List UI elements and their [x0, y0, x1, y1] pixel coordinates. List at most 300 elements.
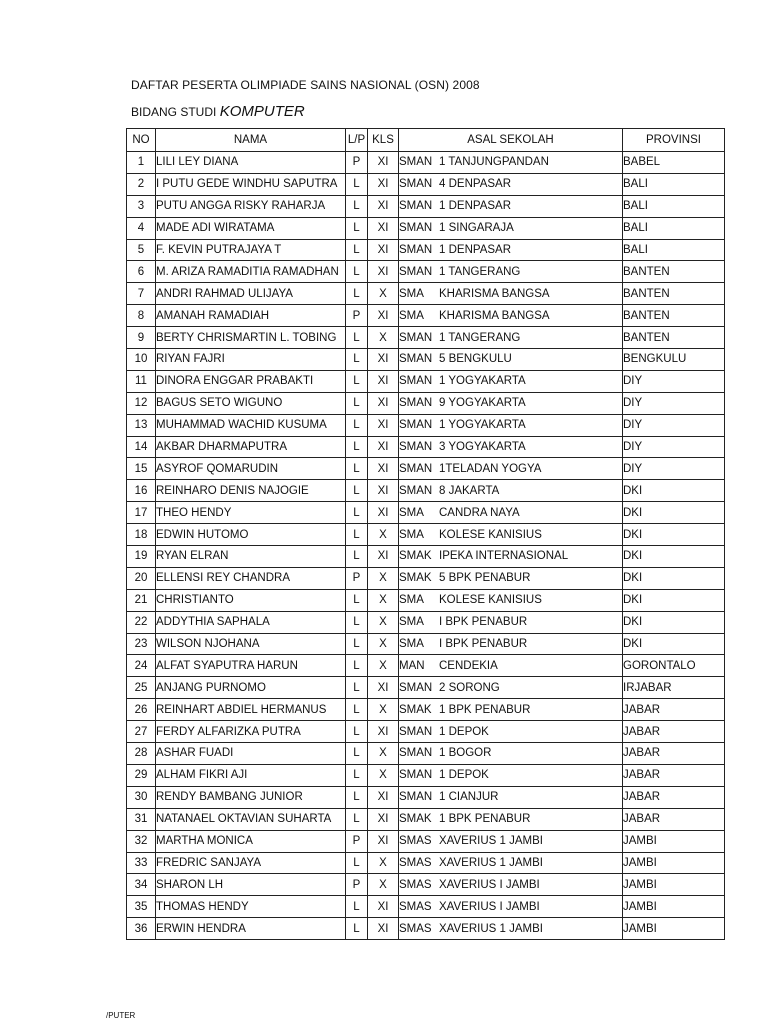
cell-no: 10: [127, 349, 156, 371]
school-type: SMAN: [399, 725, 433, 738]
cell-kls: X: [368, 327, 399, 349]
header-nama: NAMA: [156, 129, 346, 152]
cell-provinsi: DKI: [623, 611, 725, 633]
table-row: [127, 611, 725, 633]
cell-asal-sekolah: [399, 874, 623, 896]
cell-asal-sekolah: [399, 152, 623, 174]
cell-provinsi: DIY: [623, 436, 725, 458]
cell-nama: ELLENSI REY CHANDRA: [156, 567, 346, 589]
cell-kls: XI: [368, 721, 399, 743]
cell-provinsi: JABAR: [623, 699, 725, 721]
cell-asal-sekolah: [399, 283, 623, 305]
cell-no: 26: [127, 699, 156, 721]
cell-no: 34: [127, 874, 156, 896]
cell-asal-sekolah: [399, 830, 623, 852]
school-name: CENDEKIA: [439, 659, 498, 672]
school-name: 9 YOGYAKARTA: [439, 397, 526, 410]
cell-kls: X: [368, 874, 399, 896]
school-type: SMA: [399, 616, 424, 629]
cell-no: 29: [127, 764, 156, 786]
school-name: 1 TANJUNGPANDAN: [439, 156, 549, 169]
cell-kls: XI: [368, 261, 399, 283]
cell-no: 5: [127, 239, 156, 261]
cell-no: 25: [127, 677, 156, 699]
table-row: [127, 239, 725, 261]
table-row: [127, 589, 725, 611]
school-type: SMAN: [399, 441, 433, 454]
school-type: SMAK: [399, 550, 432, 563]
cell-nama: F. KEVIN PUTRAJAYA T: [156, 239, 346, 261]
cell-lp: L: [346, 436, 368, 458]
cell-asal-sekolah: [399, 567, 623, 589]
cell-no: 20: [127, 567, 156, 589]
table-row: [127, 217, 725, 239]
cell-no: 30: [127, 786, 156, 808]
cell-provinsi: BABEL: [623, 152, 725, 174]
school-type: SMAN: [399, 462, 433, 475]
school-name: XAVERIUS I JAMBI: [439, 878, 540, 891]
cell-asal-sekolah: [399, 414, 623, 436]
cell-no: 3: [127, 195, 156, 217]
cell-provinsi: BANTEN: [623, 261, 725, 283]
cell-kls: X: [368, 283, 399, 305]
cell-kls: XI: [368, 217, 399, 239]
school-type: SMAN: [399, 397, 433, 410]
cell-provinsi: GORONTALO: [623, 655, 725, 677]
cell-provinsi: JABAR: [623, 808, 725, 830]
school-type: SMA: [399, 309, 424, 322]
header-lp: L/P: [346, 129, 368, 152]
table-row: [127, 327, 725, 349]
cell-kls: X: [368, 589, 399, 611]
table-row: [127, 721, 725, 743]
cell-provinsi: BANTEN: [623, 305, 725, 327]
cell-kls: XI: [368, 480, 399, 502]
cell-kls: XI: [368, 370, 399, 392]
cell-nama: REINHARO DENIS NAJOGIE: [156, 480, 346, 502]
cell-lp: L: [346, 195, 368, 217]
cell-kls: XI: [368, 896, 399, 918]
cell-provinsi: JAMBI: [623, 874, 725, 896]
cell-asal-sekolah: [399, 458, 623, 480]
cell-asal-sekolah: [399, 261, 623, 283]
table-row: [127, 436, 725, 458]
cell-nama: RIYAN FAJRI: [156, 349, 346, 371]
school-name: KHARISMA BANGSA: [439, 287, 550, 300]
cell-lp: L: [346, 173, 368, 195]
school-type: SMAN: [399, 681, 433, 694]
table-row: [127, 764, 725, 786]
table-row: [127, 392, 725, 414]
cell-asal-sekolah: [399, 502, 623, 524]
cell-no: 19: [127, 546, 156, 568]
cell-no: 32: [127, 830, 156, 852]
cell-lp: L: [346, 764, 368, 786]
table-row: [127, 830, 725, 852]
cell-kls: XI: [368, 546, 399, 568]
cell-kls: XI: [368, 436, 399, 458]
table-row: [127, 546, 725, 568]
cell-kls: X: [368, 633, 399, 655]
cell-lp: L: [346, 808, 368, 830]
cell-provinsi: IRJABAR: [623, 677, 725, 699]
table-row: [127, 458, 725, 480]
table-row: [127, 349, 725, 371]
cell-kls: XI: [368, 152, 399, 174]
cell-lp: P: [346, 305, 368, 327]
cell-no: 13: [127, 414, 156, 436]
table-header-row: [127, 129, 725, 152]
school-name: 1 TANGERANG: [439, 331, 521, 344]
school-name: 1 CIANJUR: [439, 791, 499, 804]
school-type: SMA: [399, 287, 424, 300]
cell-provinsi: BALI: [623, 217, 725, 239]
cell-nama: ANJANG PURNOMO: [156, 677, 346, 699]
school-name: 1 DEPOK: [439, 769, 489, 782]
cell-asal-sekolah: [399, 436, 623, 458]
cell-nama: ADDYTHIA SAPHALA: [156, 611, 346, 633]
table-row: [127, 305, 725, 327]
table-row: [127, 173, 725, 195]
cell-asal-sekolah: [399, 195, 623, 217]
cell-asal-sekolah: [399, 239, 623, 261]
cell-provinsi: BALI: [623, 239, 725, 261]
cell-provinsi: DKI: [623, 633, 725, 655]
table-row: [127, 633, 725, 655]
cell-no: 14: [127, 436, 156, 458]
cell-lp: L: [346, 414, 368, 436]
cell-lp: L: [346, 721, 368, 743]
school-name: XAVERIUS 1 JAMBI: [439, 835, 543, 848]
school-name: 1 BOGOR: [439, 747, 492, 760]
footer-text: /PUTER: [106, 1011, 136, 1020]
table-row: [127, 808, 725, 830]
cell-kls: X: [368, 567, 399, 589]
school-type: SMAN: [399, 178, 433, 191]
cell-nama: MADE ADI WIRATAMA: [156, 217, 346, 239]
cell-kls: X: [368, 611, 399, 633]
cell-lp: L: [346, 283, 368, 305]
school-type: SMAK: [399, 813, 432, 826]
school-type: SMAN: [399, 331, 433, 344]
table-row: [127, 699, 725, 721]
cell-provinsi: DKI: [623, 480, 725, 502]
school-type: SMAN: [399, 265, 433, 278]
school-name: 1 YOGYAKARTA: [439, 375, 526, 388]
cell-lp: L: [346, 655, 368, 677]
cell-nama: EDWIN HUTOMO: [156, 524, 346, 546]
cell-lp: L: [346, 392, 368, 414]
cell-no: 1: [127, 152, 156, 174]
cell-kls: XI: [368, 918, 399, 940]
cell-lp: L: [346, 239, 368, 261]
cell-provinsi: DKI: [623, 567, 725, 589]
cell-kls: X: [368, 764, 399, 786]
cell-lp: L: [346, 677, 368, 699]
cell-asal-sekolah: [399, 217, 623, 239]
school-type: SMAS: [399, 835, 432, 848]
cell-kls: X: [368, 655, 399, 677]
school-type: SMAK: [399, 703, 432, 716]
cell-lp: L: [346, 611, 368, 633]
document-title: DAFTAR PESERTA OLIMPIADE SAINS NASIONAL (OSN) 2008: [131, 78, 480, 92]
cell-kls: XI: [368, 195, 399, 217]
cell-lp: L: [346, 524, 368, 546]
school-type: SMAN: [399, 244, 433, 256]
cell-nama: BAGUS SETO WIGUNO: [156, 392, 346, 414]
school-name: KOLESE KANISIUS: [439, 594, 542, 607]
cell-no: 2: [127, 173, 156, 195]
cell-no: 28: [127, 743, 156, 765]
cell-nama: RENDY BAMBANG JUNIOR: [156, 786, 346, 808]
school-name: 5 BENGKULU: [439, 353, 512, 366]
cell-asal-sekolah: [399, 173, 623, 195]
table-row: [127, 261, 725, 283]
cell-nama: M. ARIZA RAMADITIA RAMADHAN: [156, 261, 346, 283]
school-type: SMAN: [399, 375, 433, 388]
cell-provinsi: DIY: [623, 392, 725, 414]
cell-asal-sekolah: [399, 699, 623, 721]
cell-lp: L: [346, 546, 368, 568]
cell-nama: I PUTU GEDE WINDHU SAPUTRA: [156, 173, 346, 195]
cell-nama: ASHAR FUADI: [156, 743, 346, 765]
cell-kls: XI: [368, 414, 399, 436]
cell-asal-sekolah: [399, 633, 623, 655]
school-name: 8 JAKARTA: [439, 484, 500, 497]
cell-no: 9: [127, 327, 156, 349]
cell-lp: L: [346, 852, 368, 874]
cell-nama: PUTU ANGGA RISKY RAHARJA: [156, 195, 346, 217]
cell-nama: ALHAM FIKRI AJI: [156, 764, 346, 786]
table-row: [127, 786, 725, 808]
school-type: SMAN: [399, 484, 433, 497]
school-name: XAVERIUS 1 JAMBI: [439, 922, 543, 935]
cell-kls: X: [368, 852, 399, 874]
school-name: 1 DEPOK: [439, 725, 489, 738]
school-type: SMA: [399, 638, 424, 651]
cell-provinsi: DIY: [623, 414, 725, 436]
school-name: 1TELADAN YOGYA: [439, 462, 542, 475]
table-row: [127, 480, 725, 502]
subject-line: [131, 103, 305, 120]
cell-no: 36: [127, 918, 156, 940]
school-name: CANDRA NAYA: [439, 506, 520, 519]
cell-nama: THEO HENDY: [156, 502, 346, 524]
school-type: SMAN: [399, 156, 433, 169]
school-name: I BPK PENABUR: [439, 616, 528, 629]
cell-asal-sekolah: [399, 305, 623, 327]
cell-provinsi: JABAR: [623, 764, 725, 786]
cell-provinsi: DKI: [623, 589, 725, 611]
cell-no: 4: [127, 217, 156, 239]
cell-lp: P: [346, 874, 368, 896]
table-row: [127, 195, 725, 217]
cell-nama: REINHART ABDIEL HERMANUS: [156, 699, 346, 721]
cell-asal-sekolah: [399, 524, 623, 546]
cell-no: 23: [127, 633, 156, 655]
school-name: XAVERIUS 1 JAMBI: [439, 856, 543, 869]
cell-kls: X: [368, 743, 399, 765]
cell-nama: AMANAH RAMADIAH: [156, 305, 346, 327]
cell-nama: LILI LEY DIANA: [156, 152, 346, 174]
cell-lp: L: [346, 370, 368, 392]
table-row: [127, 524, 725, 546]
school-type: MAN: [399, 659, 425, 672]
cell-asal-sekolah: [399, 852, 623, 874]
table-row: [127, 283, 725, 305]
school-type: SMAN: [399, 769, 433, 782]
school-type: SMAS: [399, 878, 432, 891]
cell-lp: L: [346, 699, 368, 721]
cell-provinsi: DIY: [623, 370, 725, 392]
cell-lp: L: [346, 349, 368, 371]
school-name: I BPK PENABUR: [439, 638, 528, 651]
cell-kls: XI: [368, 786, 399, 808]
cell-no: 6: [127, 261, 156, 283]
cell-no: 27: [127, 721, 156, 743]
cell-kls: XI: [368, 458, 399, 480]
cell-nama: NATANAEL OKTAVIAN SUHARTA: [156, 808, 346, 830]
cell-kls: XI: [368, 808, 399, 830]
cell-provinsi: DKI: [623, 502, 725, 524]
school-type: SMAN: [399, 747, 433, 760]
table-row: [127, 567, 725, 589]
school-name: 4 DENPASAR: [439, 178, 512, 191]
cell-provinsi: DIY: [623, 458, 725, 480]
cell-lp: L: [346, 896, 368, 918]
cell-asal-sekolah: [399, 764, 623, 786]
cell-no: 17: [127, 502, 156, 524]
school-type: SMAN: [399, 200, 433, 213]
table-body: [127, 152, 725, 940]
cell-kls: X: [368, 699, 399, 721]
cell-asal-sekolah: [399, 896, 623, 918]
cell-lp: L: [346, 589, 368, 611]
school-type: SMA: [399, 528, 424, 541]
cell-nama: ANDRI RAHMAD ULIJAYA: [156, 283, 346, 305]
cell-nama: MARTHA MONICA: [156, 830, 346, 852]
table-row: [127, 502, 725, 524]
cell-provinsi: DKI: [623, 546, 725, 568]
cell-asal-sekolah: [399, 808, 623, 830]
cell-nama: AKBAR DHARMAPUTRA: [156, 436, 346, 458]
cell-asal-sekolah: [399, 349, 623, 371]
cell-asal-sekolah: [399, 655, 623, 677]
table-row: [127, 896, 725, 918]
header-asal-sekolah: ASAL SEKOLAH: [399, 129, 623, 152]
cell-lp: L: [346, 743, 368, 765]
cell-lp: L: [346, 502, 368, 524]
cell-nama: WILSON NJOHANA: [156, 633, 346, 655]
cell-lp: L: [346, 918, 368, 940]
school-type: SMAN: [399, 791, 433, 804]
school-name: 5 BPK PENABUR: [439, 572, 531, 585]
cell-kls: XI: [368, 239, 399, 261]
cell-nama: FERDY ALFARIZKA PUTRA: [156, 721, 346, 743]
cell-no: 18: [127, 524, 156, 546]
cell-kls: X: [368, 524, 399, 546]
cell-lp: L: [346, 327, 368, 349]
cell-no: 22: [127, 611, 156, 633]
cell-provinsi: JAMBI: [623, 830, 725, 852]
school-type: SMA: [399, 506, 424, 519]
school-type: SMAN: [399, 353, 433, 366]
cell-nama: THOMAS HENDY: [156, 896, 346, 918]
cell-no: 7: [127, 283, 156, 305]
cell-no: 33: [127, 852, 156, 874]
school-type: SMA: [399, 594, 424, 607]
school-type: SMAK: [399, 572, 432, 585]
school-name: 1 DENPASAR: [439, 244, 512, 256]
table-row: [127, 743, 725, 765]
cell-provinsi: JABAR: [623, 743, 725, 765]
cell-no: 15: [127, 458, 156, 480]
cell-no: 21: [127, 589, 156, 611]
table-row: [127, 677, 725, 699]
cell-no: 31: [127, 808, 156, 830]
table-row: [127, 414, 725, 436]
cell-nama: RYAN ELRAN: [156, 546, 346, 568]
cell-nama: SHARON LH: [156, 874, 346, 896]
school-name: 1 TANGERANG: [439, 265, 521, 278]
school-name: 1 BPK PENABUR: [439, 813, 531, 826]
cell-provinsi: JABAR: [623, 786, 725, 808]
cell-nama: DINORA ENGGAR PRABAKTI: [156, 370, 346, 392]
cell-asal-sekolah: [399, 677, 623, 699]
cell-provinsi: DKI: [623, 524, 725, 546]
header-provinsi: PROVINSI: [623, 129, 725, 152]
cell-provinsi: BENGKULU: [623, 349, 725, 371]
cell-kls: XI: [368, 173, 399, 195]
cell-lp: L: [346, 786, 368, 808]
school-type: SMAS: [399, 900, 432, 913]
cell-lp: L: [346, 633, 368, 655]
cell-no: 35: [127, 896, 156, 918]
school-name: 3 YOGYAKARTA: [439, 441, 526, 454]
table-row: [127, 370, 725, 392]
table-row: [127, 152, 725, 174]
cell-asal-sekolah: [399, 392, 623, 414]
cell-asal-sekolah: [399, 611, 623, 633]
cell-asal-sekolah: [399, 589, 623, 611]
cell-asal-sekolah: [399, 327, 623, 349]
cell-lp: P: [346, 152, 368, 174]
cell-no: 8: [127, 305, 156, 327]
cell-asal-sekolah: [399, 918, 623, 940]
school-name: XAVERIUS I JAMBI: [439, 900, 540, 913]
header-kls: KLS: [368, 129, 399, 152]
school-name: 1 DENPASAR: [439, 200, 512, 213]
cell-kls: XI: [368, 830, 399, 852]
cell-no: 12: [127, 392, 156, 414]
cell-provinsi: BANTEN: [623, 283, 725, 305]
cell-lp: L: [346, 261, 368, 283]
school-name: IPEKA INTERNASIONAL: [439, 550, 569, 563]
school-name: 1 YOGYAKARTA: [439, 419, 526, 432]
cell-nama: ASYROF QOMARUDIN: [156, 458, 346, 480]
cell-asal-sekolah: [399, 786, 623, 808]
cell-nama: ALFAT SYAPUTRA HARUN: [156, 655, 346, 677]
school-name: 1 SINGARAJA: [439, 222, 514, 235]
cell-asal-sekolah: [399, 743, 623, 765]
cell-nama: MUHAMMAD WACHID KUSUMA: [156, 414, 346, 436]
school-name: KHARISMA BANGSA: [439, 309, 550, 322]
cell-lp: P: [346, 567, 368, 589]
cell-provinsi: BANTEN: [623, 327, 725, 349]
cell-provinsi: JABAR: [623, 721, 725, 743]
cell-kls: XI: [368, 392, 399, 414]
cell-provinsi: JAMBI: [623, 896, 725, 918]
